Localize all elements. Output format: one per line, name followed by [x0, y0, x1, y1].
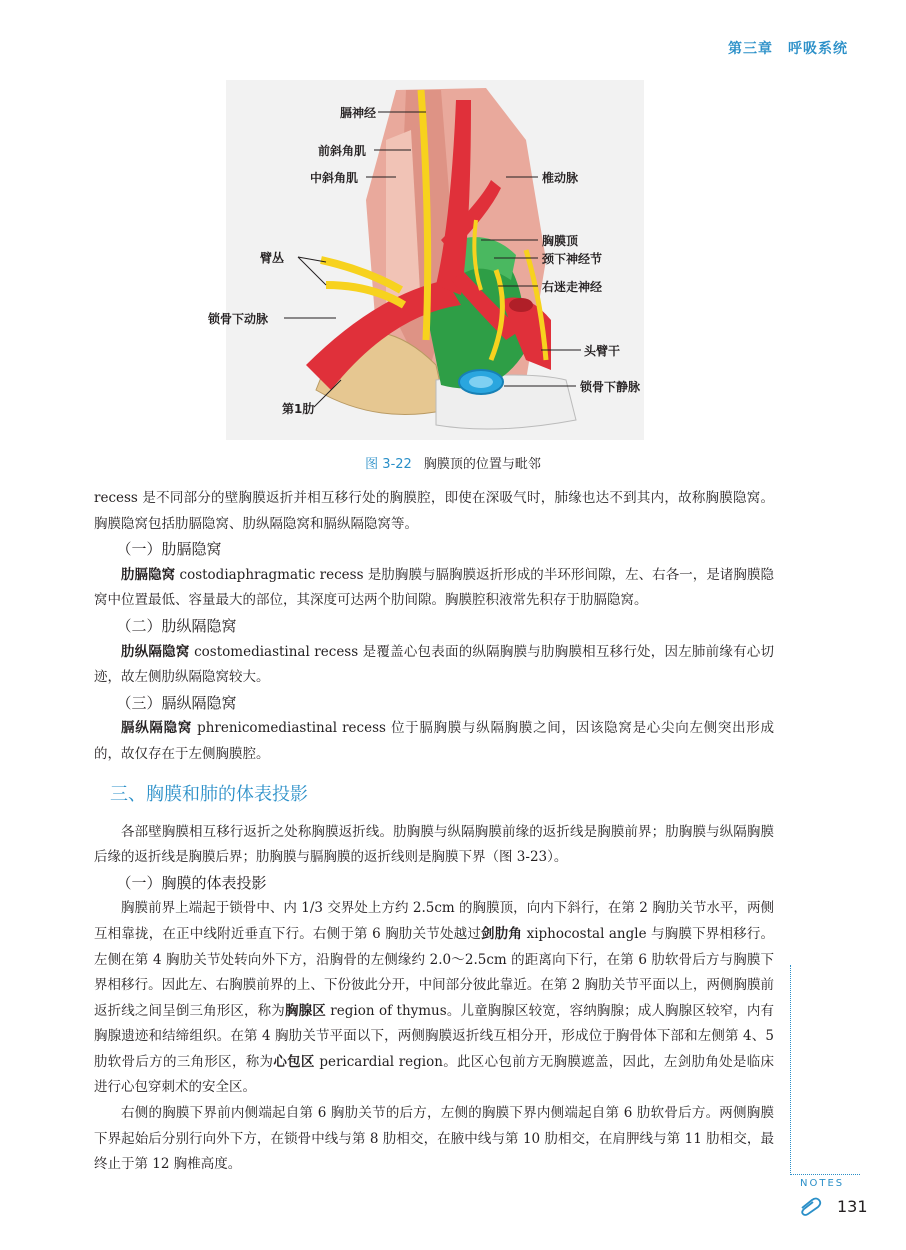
paragraph	[94, 640, 774, 691]
subheading: （二）肋纵隔隐窝	[116, 616, 237, 635]
label-phrenic-nerve: 膈神经	[340, 106, 377, 120]
paragraph-text: xiphocostal angle 与胸膜下界相移行。左侧在第 4 胸肋关节处转向外下方，沿胸骨的左侧缘约 2.0～2.5cm 的距离向下行，在第 6 肋软骨后方与胸膜下界相移行。因此左、右胸膜前界的上、下份彼此分开，中间部分彼此靠近。在第 2 胸肋关节平面以上，两侧胸膜前返折线之间呈倒三角形区，称为	[94, 925, 775, 1019]
label-cervical-ganglion: 颈下神经节	[542, 252, 603, 266]
notes-divider	[790, 1174, 860, 1175]
label-right-vagus: 右迷走神经	[542, 280, 603, 294]
paragraph	[94, 896, 774, 1101]
label-vertebral-artery: 椎动脉	[542, 171, 579, 185]
label-brachial-plexus: 臂丛	[260, 251, 285, 265]
paragraph-text: costodiaphragmatic recess 是肋胸膜与膈胸膜返折形成的半环形间隙，左、右各一，是诸胸膜隐窝中位置最低、容量最大的部位，其深度可达两个肋间隙。胸膜腔积液常先积存于肋膈隐窝。	[94, 566, 774, 609]
label-first-rib: 第1肋	[282, 402, 315, 416]
paragraph	[94, 563, 774, 614]
subheading: （三）膈纵隔隐窝	[116, 693, 237, 712]
chapter-header: 第三章 呼吸系统	[728, 41, 848, 57]
paperclip-icon	[798, 1196, 824, 1216]
notes-label: NOTES	[800, 1178, 845, 1189]
paragraph	[94, 716, 774, 767]
label-brachiocephalic-trunk: 头臂干	[584, 344, 621, 358]
paragraph: 右侧的胸膜下界前内侧端起自第 6 胸肋关节的后方，左侧的胸膜下界内侧端起自第 6 肋软骨后方。两侧胸膜下界起始后分别行向外下方，在锁骨中线与第 8 肋相交，在腋中线与第 10 肋相交，在肩胛线与第 11 肋相交，最终止于第 12 胸椎高度。	[94, 1105, 774, 1173]
figure-caption	[0, 453, 906, 472]
body-text	[94, 486, 774, 1178]
term: 心包区	[273, 1053, 315, 1070]
paragraph-text: costomediastinal recess 是覆盖心包表面的纵隔胸膜与肋胸膜相互移行处，因左肺前缘有心切迹，故左侧肋纵隔隐窝较大。	[94, 643, 775, 686]
page-number: 131	[837, 1197, 868, 1216]
label-middle-scalene: 中斜角肌	[310, 171, 359, 185]
anatomy-figure	[208, 80, 644, 440]
paragraph-text: pericardial region。此区心包前方无胸膜遮盖，因此，左剑肋角处是临床进行心包穿刺术的安全区。	[94, 1053, 775, 1096]
figure-number: 图 3-22	[365, 457, 412, 472]
term: 肋纵隔隐窝	[121, 643, 190, 660]
section-heading: 三、胸膜和肺的体表投影	[110, 783, 308, 805]
term: 膈纵隔隐窝	[121, 720, 193, 737]
paragraph-text: region of thymus。儿童胸腺区较宽，容纳胸腺；成人胸腺区较窄，内有胸腺遗迹和结缔组织。在第 4 胸肋关节平面以下，两侧胸膜返折线互相分开，形成位于胸骨体下部和左侧第 4、5 肋软骨后方的三角形区，称为	[94, 1002, 775, 1070]
term: 胸腺区	[284, 1002, 326, 1019]
subheading: （一）胸膜的体表投影	[116, 873, 267, 892]
paragraph: 各部壁胸膜相互移行返折之处称胸膜返折线。肋胸膜与纵隔胸膜前缘的返折线是胸膜前界；肋胸膜与纵隔胸膜后缘的返折线是胸膜后界；肋胸膜与膈胸膜的返折线则是胸膜下界（图 3-23）。	[94, 823, 774, 866]
paragraph-text: 胸膜前界上端起于锁骨中、内 1/3 交界处上方约 2.5cm 的胸膜顶，向内下斜行，在第 2 胸肋关节水平，两侧互相靠拢，在正中线附近垂直下行。右侧于第 6 胸肋关节处越过	[94, 900, 774, 942]
label-anterior-scalene: 前斜角肌	[318, 144, 367, 158]
subheading: （一）肋膈隐窝	[116, 540, 222, 559]
figure-title: 胸膜顶的位置与毗邻	[423, 457, 541, 472]
label-cupula: 胸膜顶	[542, 234, 579, 248]
paragraph-text: phrenicomediastinal recess 位于膈胸膜与纵隔胸膜之间，因该隐窝是心尖向左侧突出形成的，故仅存在于左侧胸膜腔。	[94, 720, 775, 762]
term: 剑肋角	[481, 925, 523, 942]
label-subclavian-artery: 锁骨下动脉	[208, 312, 269, 326]
notes-margin-line	[790, 965, 791, 1175]
label-subclavian-vein: 锁骨下静脉	[580, 380, 641, 394]
paragraph: recess 是不同部分的壁胸膜返折并相互移行处的胸膜腔，即使在深吸气时，肺缘也达不到其内，故称胸膜隐窝。胸膜隐窝包括肋膈隐窝、肋纵隔隐窝和膈纵隔隐窝等。	[94, 490, 774, 532]
term: 肋膈隐窝	[121, 566, 176, 583]
